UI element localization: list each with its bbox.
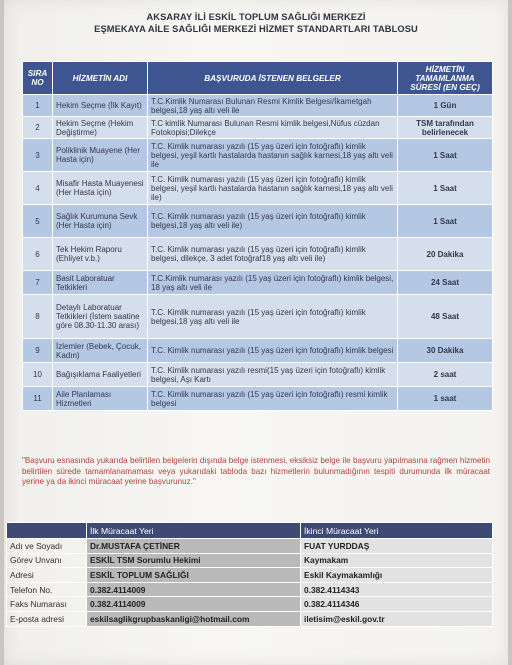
required-documents: T.C. Kimlik numarası yazılı (15 yaş üzeri için fotoğraflı) kimlik belgesi, yeşil kartlı hastalarda hastanın sağlık karnesi,18 yaş altı veli ile: [148, 139, 398, 172]
table-row: [23, 139, 493, 172]
table-row: [23, 205, 493, 238]
row-number: 10: [23, 363, 53, 387]
second-contact-value: 0.382.4114346: [301, 597, 493, 612]
required-documents: T.C. Kimlik numarası yazılı resmi(15 yaş üzeri için fotoğraflı) kimlik belgesi, Aşı Kartı: [148, 363, 398, 387]
table-row: [23, 295, 493, 339]
row-number: 11: [23, 387, 53, 411]
first-contact-value: 0.382.4114009: [87, 582, 301, 597]
table-row: [23, 363, 493, 387]
row-number: 9: [23, 339, 53, 363]
contact-header-row: [7, 523, 493, 539]
application-note: "Başvuru esnasında yukarıda belirtilen belgelerin dışında belge istenmesi, eksiksiz belge ile başvuru yapılmasına rağmen hizmetin belirtilen sürede tamamlanamaması veya yukarıdaki tabloda bazı hizmetlerin bulunmadığının tespiti durumunda ilk müracaat yerine ya da ikinci müracaat yerine başvurunuz.": [22, 456, 490, 487]
table-row: [23, 387, 493, 411]
required-documents: T.C.Kimlik numarası yazılı (15 yaş üzeri için fotoğraflı) kimlik belgesi, 18 yaş altı veli ile: [148, 271, 398, 295]
table-row: [23, 339, 493, 363]
service-name: Aile Planlaması Hizmetleri: [53, 387, 148, 411]
completion-time: 24 Saat: [398, 271, 493, 295]
required-documents: T.C. Kimlik numarası yazılı (15 yaş üzeri için fotoğraflı) kimlik belgesi: [148, 339, 398, 363]
required-documents: T.C kimlik Numarası Bulunan Resmi kimlik belgesi,Nüfus cüzdan Fotokopisi;Dilekçe: [148, 117, 398, 139]
service-name: Sağlık Kurumuna Sevk (Her Hasta için): [53, 205, 148, 238]
completion-time: 1 saat: [398, 387, 493, 411]
row-number: 6: [23, 238, 53, 271]
contact-row: [7, 553, 493, 568]
table-row: [23, 95, 493, 117]
row-number: 8: [23, 295, 53, 339]
first-contact-value: ESKİL TOPLUM SAĞLIĞI: [87, 568, 301, 583]
second-contact-value: FUAT YURDDAŞ: [301, 539, 493, 554]
completion-time: 20 Dakika: [398, 238, 493, 271]
contact-header-second: İkinci Müracaat Yeri: [301, 523, 493, 539]
contact-row: [7, 539, 493, 554]
column-header-hizmet-adi: HİZMETİN ADI: [53, 62, 148, 95]
table-row: [23, 271, 493, 295]
contact-row: [7, 582, 493, 597]
first-contact-value: ESKİL TSM Sorumlu Hekimi: [87, 553, 301, 568]
table-row: [23, 117, 493, 139]
contact-label: Faks Numarası: [7, 597, 87, 612]
service-name: Tek Hekim Raporu (Ehliyet v.b.): [53, 238, 148, 271]
completion-time: 1 Saat: [398, 139, 493, 172]
row-number: 5: [23, 205, 53, 238]
required-documents: T.C. Kimlik numarası yazılı (15 yaş üzeri için fotoğraflı) kimlik belgesi, dilekçe, 3 adet fotoğraf18 yaş altı veli ile): [148, 238, 398, 271]
required-documents: T.C.Kimlik Numarası Bulunan Resmi Kimlik Belgesi/İkametgah belgesi,18 yaş altı veli ile: [148, 95, 398, 117]
table-row: [23, 238, 493, 271]
service-name: Bağışıklama Faaliyetleri: [53, 363, 148, 387]
table-header-row: [23, 62, 493, 95]
first-contact-value: Dr.MUSTAFA ÇETİNER: [87, 539, 301, 554]
second-contact-value: 0.382.4114343: [301, 582, 493, 597]
second-contact-value: Eskil Kaymakamlığı: [301, 568, 493, 583]
row-number: 2: [23, 117, 53, 139]
required-documents: T.C. Kimlik numarası yazılı (15 yaş üzeri için fotoğraflı) kimlik belgesi,18 yaş altı veli ile: [148, 295, 398, 339]
contact-row: [7, 568, 493, 583]
contact-label: Görev Unvanı: [7, 553, 87, 568]
contact-label: Adı ve Soyadı: [7, 539, 87, 554]
contact-row: [7, 597, 493, 612]
completion-time: 2 saat: [398, 363, 493, 387]
document-title-line-2: EŞMEKAYA AİLE SAĞLIĞI MERKEZİ HİZMET STANDARTLARI TABLOSU: [94, 24, 418, 34]
contact-header-blank: [7, 523, 87, 539]
document-title-line-1: AKSARAY İLİ ESKİL TOPLUM SAĞLIĞI MERKEZİ: [146, 12, 366, 22]
service-name: İzlemler (Bebek, Çocuk, Kadın): [53, 339, 148, 363]
required-documents: T.C. Kimlik numarası yazılı (15 yaş üzeri için fotoğraflı) kimlik belgesi, yeşil kartlı hastalarda hastanın sağlık karnesi,18 yaş altı veli ile): [148, 172, 398, 205]
service-name: Hekim Seçme (İlk Kayıt): [53, 95, 148, 117]
completion-time: TSM tarafından belirlenecek: [398, 117, 493, 139]
row-number: 4: [23, 172, 53, 205]
first-contact-value: 0.382.4114009: [87, 597, 301, 612]
column-header-sira-no: SIRA NO: [23, 62, 53, 95]
service-name: Hekim Seçme (Hekim Değiştirme): [53, 117, 148, 139]
first-contact-email[interactable]: eskilsaglikgrupbaskanligi@hotmail.com: [87, 611, 301, 626]
completion-time: 1 Saat: [398, 205, 493, 238]
table-row: [23, 172, 493, 205]
second-contact-email[interactable]: iletisim@eskil.gov.tr: [301, 611, 493, 626]
service-name: Misafir Hasta Muayenesi (Her Hasta için): [53, 172, 148, 205]
completion-time: 1 Saat: [398, 172, 493, 205]
row-number: 3: [23, 139, 53, 172]
contact-table: [6, 522, 493, 627]
contact-label: Adresi: [7, 568, 87, 583]
column-header-tamamlanma-suresi: HİZMETİN TAMAMLANMA SÜRESİ (EN GEÇ): [398, 62, 493, 95]
required-documents: T.C. Kimlik numarası yazılı (15 yaş üzeri için fotoğraflı) resmi kimlik belgesi: [148, 387, 398, 411]
service-name: Detaylı Laboratuar Tetkikleri (İstem saatine göre 08.30-11.30 arası): [53, 295, 148, 339]
service-standards-table: [22, 61, 493, 411]
completion-time: 48 Saat: [398, 295, 493, 339]
completion-time: 1 Gün: [398, 95, 493, 117]
contact-label: Telefon No.: [7, 582, 87, 597]
completion-time: 30 Dakika: [398, 339, 493, 363]
contact-header-first: İlk Müracaat Yeri: [87, 523, 301, 539]
contact-label: E-posta adresi: [7, 611, 87, 626]
column-header-belgeler: BAŞVURUDA İSTENEN BELGELER: [148, 62, 398, 95]
contact-row: [7, 611, 493, 626]
service-name: Basit Laboratuar Tetkikleri: [53, 271, 148, 295]
second-contact-value: Kaymakam: [301, 553, 493, 568]
row-number: 7: [23, 271, 53, 295]
required-documents: T.C. Kimlik numarası yazılı (15 yaş üzeri için fotoğraflı) kimlik belgesi,18 yaş altı veli ile): [148, 205, 398, 238]
row-number: 1: [23, 95, 53, 117]
service-name: Poliklinik Muayene (Her Hasta için): [53, 139, 148, 172]
